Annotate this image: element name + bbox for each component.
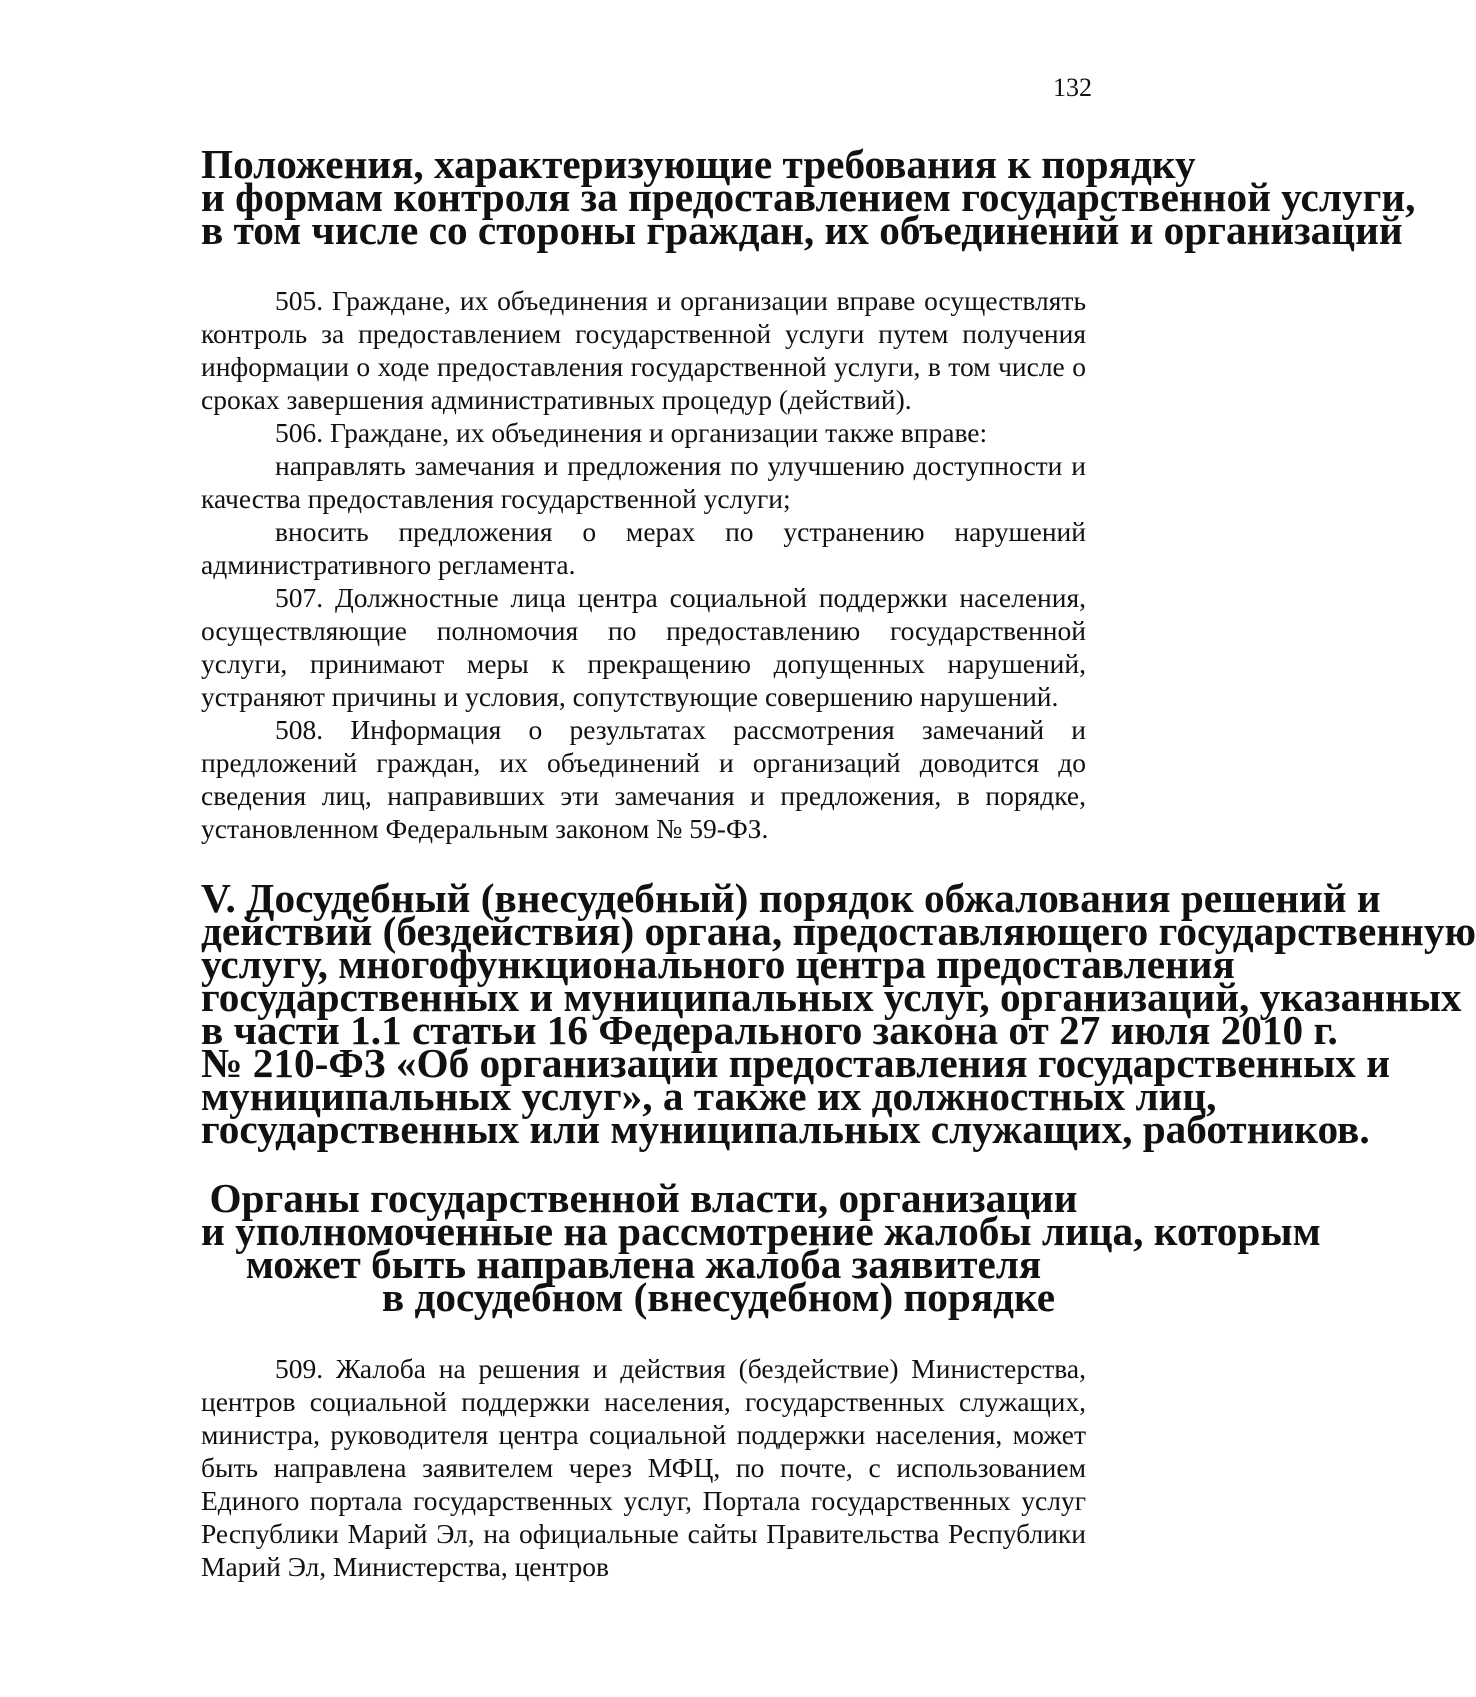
heading-line: № 210-ФЗ «Об организации предоставления государственных и [201, 1040, 1390, 1086]
heading-line: V. Досудебный (внесудебный) порядок обжалования решений и [201, 875, 1381, 921]
document-body [201, 141, 1476, 1583]
heading-line: муниципальных услуг», а также их должностных лиц, [201, 1073, 1217, 1119]
page-number: 132 [1053, 73, 1092, 102]
heading-line: Органы государственной власти, организации [209, 1175, 1078, 1221]
heading-line: в досудебном (внесудебном) порядке [381, 1274, 1056, 1320]
heading-line: в том числе со стороны граждан, их объединений и организаций [201, 207, 1403, 253]
heading-line: Положения, характеризующие требования к порядку [201, 141, 1196, 187]
paragraph-506-item-1: направлять замечания и предложения по улучшению доступности и качества предоставления государственной услуги; [201, 450, 1086, 514]
heading-line: может быть направлена жалоба заявителя [245, 1241, 1042, 1287]
paragraph-506: 506. Граждане, их объединения и организации также вправе: [275, 417, 988, 448]
heading-line: государственных или муниципальных служащих, работников. [201, 1106, 1370, 1152]
heading-line: и формам контроля за предоставлением государственной услуги, [201, 174, 1416, 220]
section-heading-complaint-bodies [201, 1175, 1321, 1320]
paragraph-507: 507. Должностные лица центра социальной поддержки населения, осуществляющие полномочия по предоставлению государственной услуги, принимают меры к прекращению допущенных нарушений, устраняют причины и условия, сопутствующие совершению нарушений. [201, 582, 1086, 712]
paragraph-509: 509. Жалоба на решения и действия (бездействие) Министерства, центров социальной поддержки населения, государственных служащих, министра, руководителя центра социальной поддержки населения, может быть направлена заявителем через МФЦ, по почте, с использованием Единого портала государственных услуг, Портала государственных услуг Республики Марий Эл, на официальные сайты Правительства Республики Марий Эл, Министерства, центров [201, 1353, 1086, 1582]
heading-line: в части 1.1 статьи 16 Федерального закона от 27 июля 2010 г. [201, 1007, 1338, 1053]
section-heading-control [201, 141, 1416, 253]
section-heading-v [201, 875, 1476, 1152]
heading-line: действий (бездействия) органа, предоставляющего государственную [201, 908, 1476, 954]
heading-line: услугу, многофункционального центра предоставления [201, 941, 1235, 987]
heading-line: и уполномоченные на рассмотрение жалобы лица, которым [201, 1208, 1321, 1254]
paragraph-508: 508. Информация о результатах рассмотрения замечаний и предложений граждан, их объединений и организаций доводится до сведения лиц, направивших эти замечания и предложения, в порядке, установленном Федеральным законом № 59-ФЗ. [201, 714, 1086, 844]
paragraph-506-item-2: вносить предложения о мерах по устранению нарушений административного регламента. [201, 516, 1086, 580]
paragraph-505: 505. Граждане, их объединения и организации вправе осуществлять контроль за предоставлением государственной услуги путем получения информации о ходе предоставления государственной услуги, в том числе о сроках завершения административных процедур (действий). [201, 285, 1086, 415]
heading-line: государственных и муниципальных услуг, организаций, указанных [201, 974, 1462, 1020]
